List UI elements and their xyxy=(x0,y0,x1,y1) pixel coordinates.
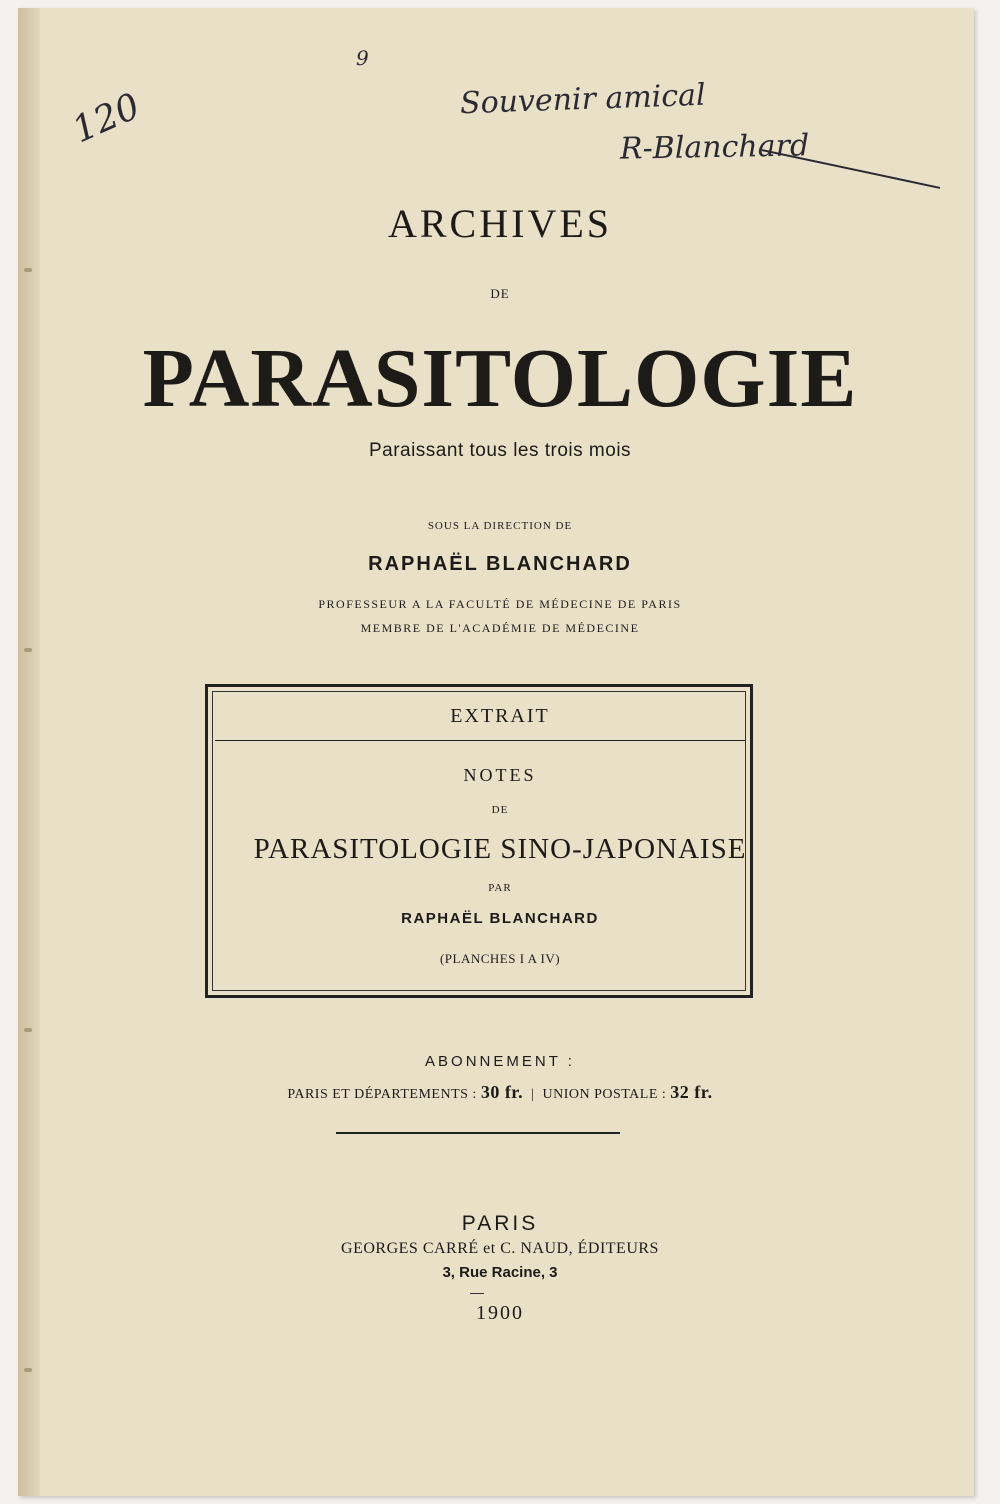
publisher-names: GEORGES CARRÉ et C. NAUD, ÉDITEURS xyxy=(341,1240,659,1257)
handwritten-mark: 9 xyxy=(356,46,369,70)
journal-de: DE xyxy=(490,286,510,301)
publisher-city: PARIS xyxy=(461,1212,539,1235)
price-separator: | xyxy=(531,1087,535,1102)
union-price-label: UNION POSTALE : xyxy=(542,1087,667,1102)
stitch-mark xyxy=(24,1028,32,1032)
handwritten-number: 120 xyxy=(66,85,147,152)
stitch-mark xyxy=(24,1368,32,1372)
subscription-label: ABONNEMENT : xyxy=(425,1053,575,1070)
direction-label: SOUS LA DIRECTION DE xyxy=(427,520,573,532)
publisher-address: 3, Rue Racine, 3 xyxy=(442,1264,558,1281)
stitch-mark xyxy=(24,648,32,652)
extract-rule xyxy=(215,740,745,741)
subscription-prices xyxy=(0,1082,1000,1103)
extract-title: PARASITOLOGIE SINO-JAPONAISE xyxy=(253,833,747,865)
journal-title: PARASITOLOGIE xyxy=(142,332,858,425)
journal-archives-heading: ARCHIVES xyxy=(387,201,613,246)
director-position: PROFESSEUR A LA FACULTÉ DE MÉDECINE DE PARIS xyxy=(318,597,682,611)
extract-de: DE xyxy=(491,804,509,816)
handwritten-inscription: Souvenir amical xyxy=(459,77,707,122)
director-name: RAPHAËL BLANCHARD xyxy=(368,553,632,575)
paris-price: 30 fr. xyxy=(480,1082,524,1102)
extract-author: RAPHAËL BLANCHARD xyxy=(401,910,599,927)
section-divider xyxy=(336,1132,620,1134)
extract-notes: NOTES xyxy=(463,765,537,785)
extract-plates: (PLANCHES I A IV) xyxy=(439,951,561,966)
journal-subtitle: Paraissant tous les trois mois xyxy=(368,440,632,461)
extract-label: EXTRAIT xyxy=(450,705,550,727)
publication-year: 1900 xyxy=(476,1302,524,1324)
union-price: 32 fr. xyxy=(670,1082,713,1102)
extract-par: PAR xyxy=(488,882,512,894)
year-dash xyxy=(470,1293,484,1294)
handwritten-signature: R-Blanchard xyxy=(619,128,810,167)
paris-price-label: PARIS ET DÉPARTEMENTS : xyxy=(287,1087,477,1102)
stitch-mark xyxy=(24,268,32,272)
director-membership: MEMBRE DE L'ACADÉMIE DE MÉDECINE xyxy=(360,621,640,635)
